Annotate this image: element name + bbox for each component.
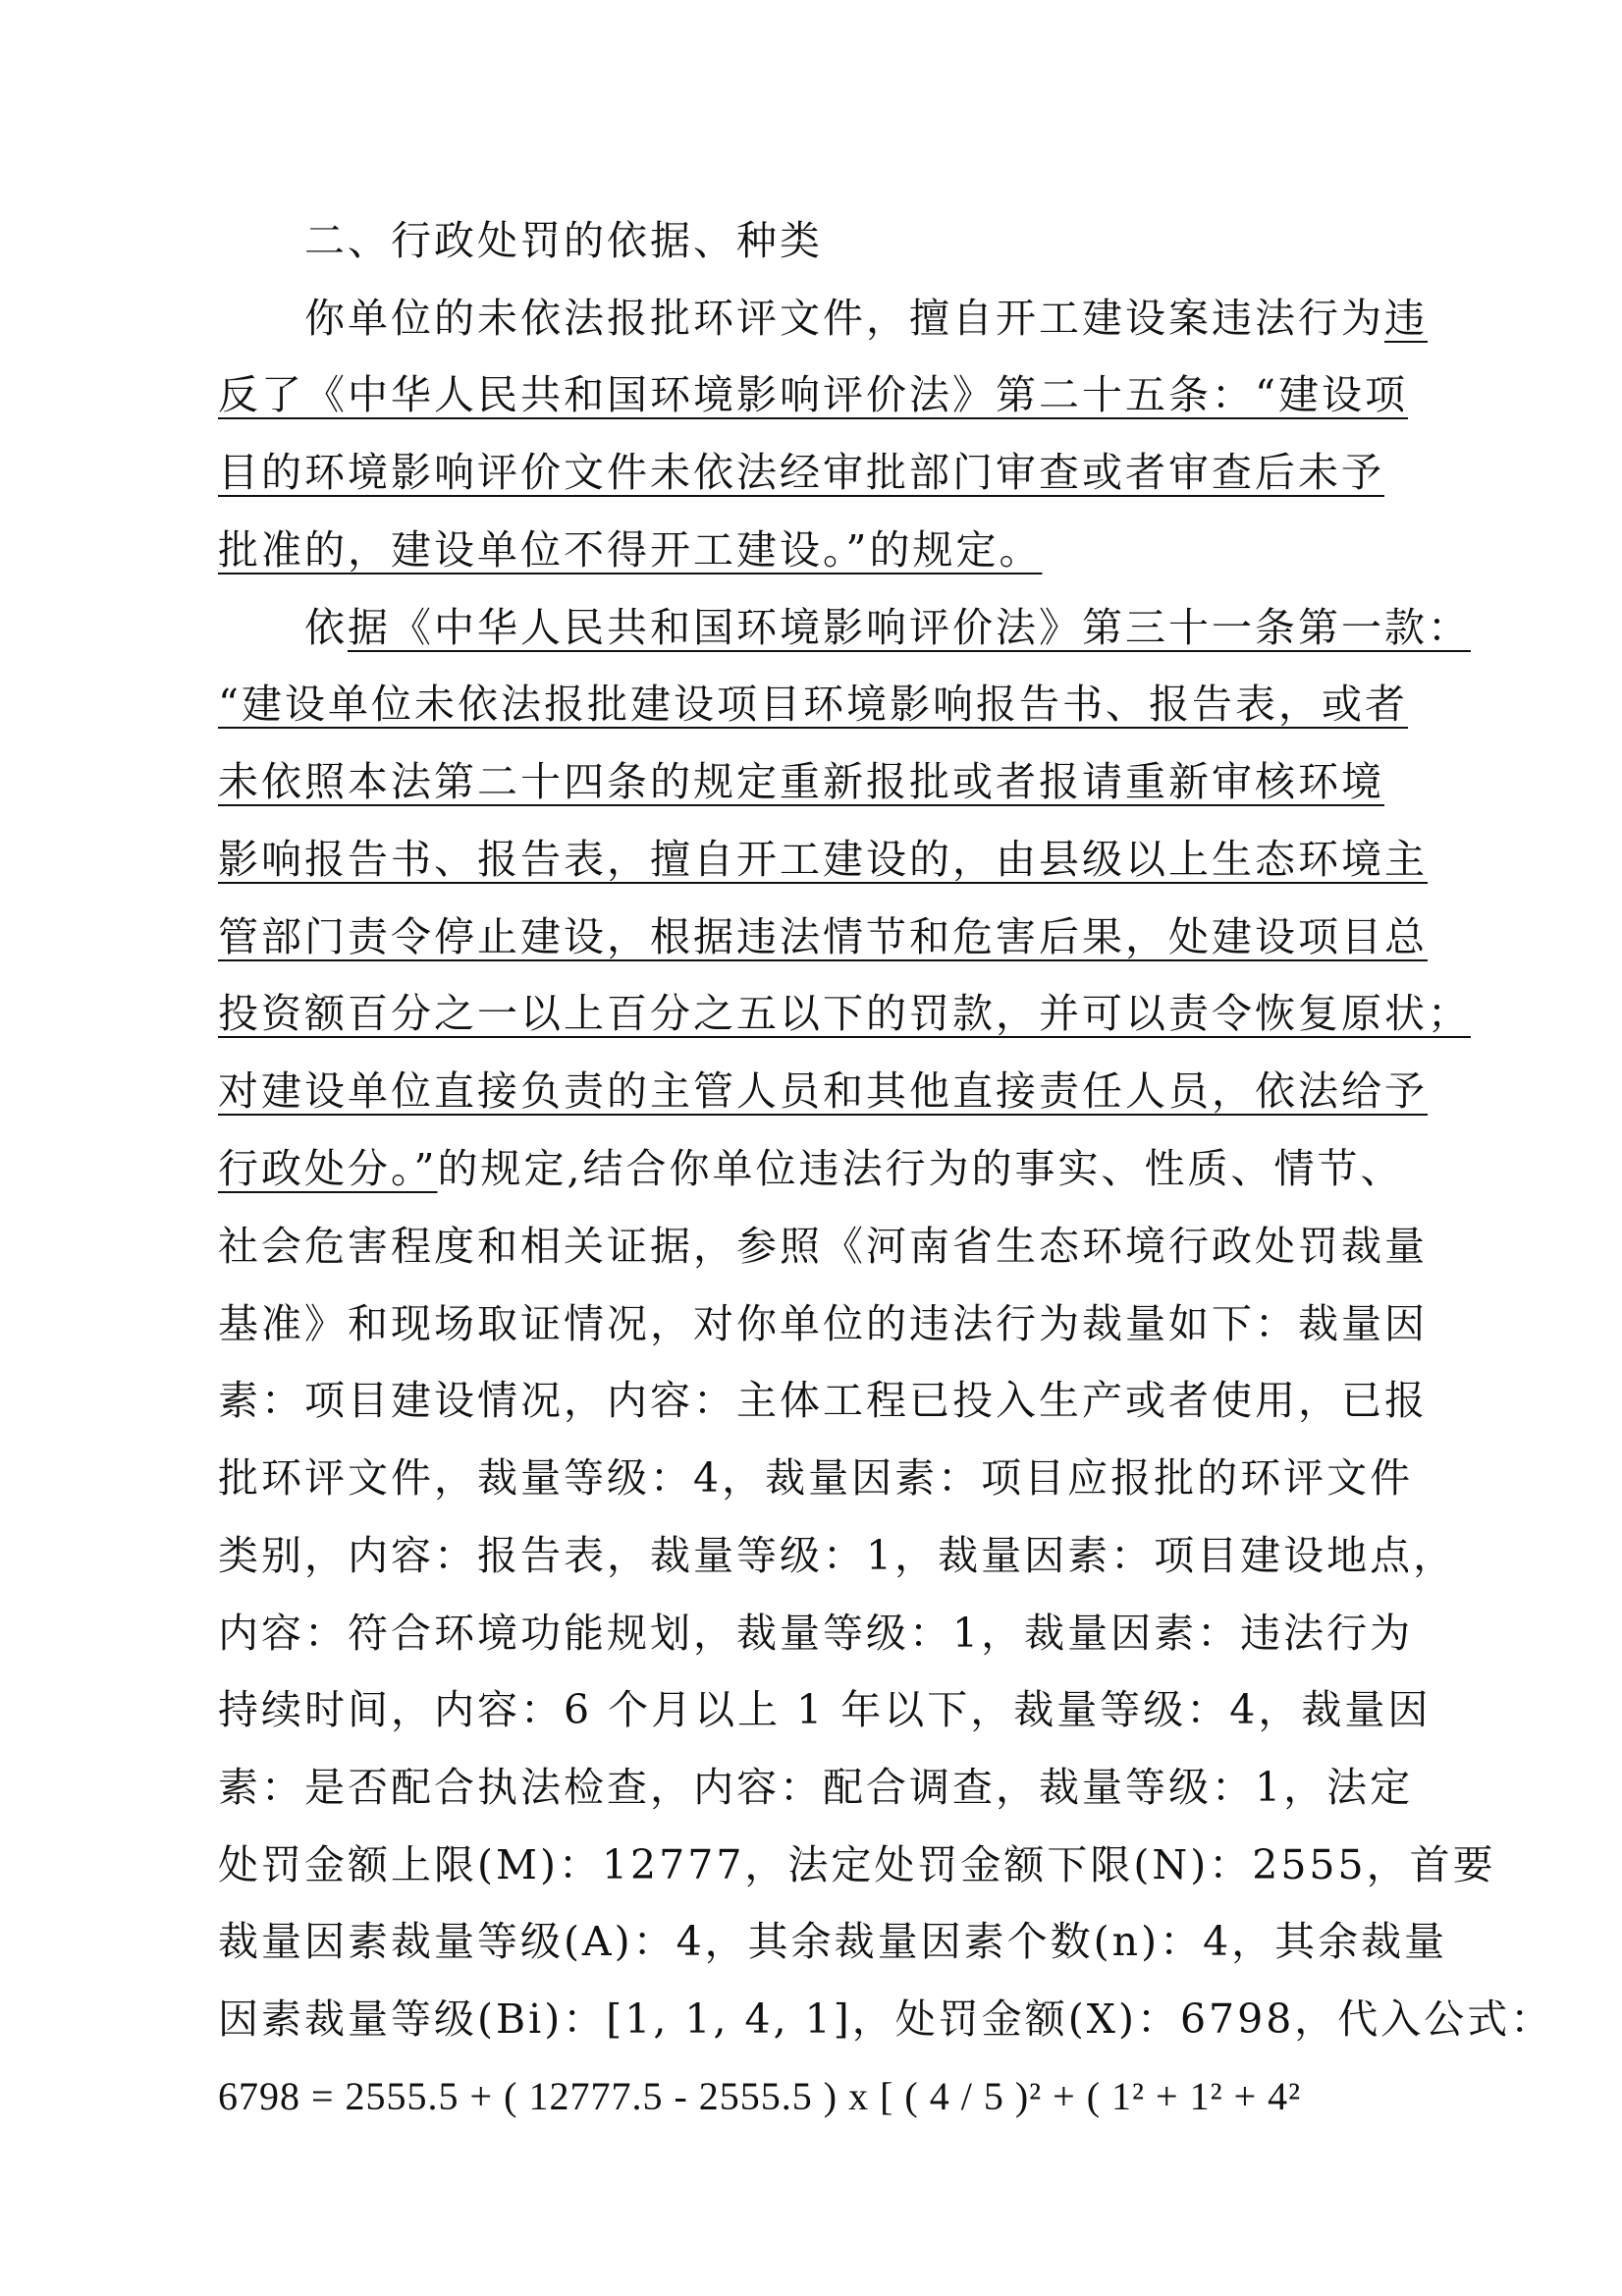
line-segment-underlined: 行政处分。” bbox=[218, 1145, 438, 1192]
line-segment: 裁量因素裁量等级(A)：4，其余裁量因素个数(n)：4，其余裁量 bbox=[218, 1918, 1448, 1965]
line-segment: 你单位的未依法报批环评文件，擅自开工建设案违法行为 bbox=[304, 295, 1384, 342]
text-line-13 bbox=[218, 1142, 1404, 1195]
text-line-12 bbox=[218, 1065, 1428, 1118]
heading-text: 二、行政处罚的依据、种类 bbox=[304, 217, 823, 264]
text-line-3 bbox=[218, 368, 1408, 421]
line-segment-underlined: 目的环境影响评价文件未依法经审批部门审查或者审查后未予 bbox=[218, 449, 1384, 496]
text-line-16 bbox=[218, 1374, 1428, 1427]
text-line-5 bbox=[218, 523, 1042, 576]
text-line-4 bbox=[218, 446, 1384, 499]
text-line-18 bbox=[218, 1529, 1456, 1582]
text-line-20 bbox=[218, 1683, 1431, 1736]
line-segment-underlined: 影响报告书、报告表，擅自开工建设的，由县级以上生态环境主 bbox=[218, 836, 1428, 883]
text-line-6 bbox=[304, 601, 1471, 654]
line-segment-underlined: 管部门责令停止建设，根据违法情节和危害后果，处建设项目总 bbox=[218, 913, 1428, 960]
line-segment: 素：是否配合执法检查，内容：配合调查，裁量等级：1，法定 bbox=[218, 1764, 1414, 1811]
text-line-19 bbox=[218, 1607, 1413, 1660]
text-line-23 bbox=[218, 1915, 1447, 1968]
line-segment-underlined: 据《中华人民共和国环境影响评价法》第三十一条第一款： bbox=[348, 604, 1471, 651]
text-line-22 bbox=[218, 1838, 1496, 1891]
text-line-9 bbox=[218, 833, 1428, 886]
text-line-7 bbox=[218, 678, 1408, 731]
line-segment: 类别，内容：报告表，裁量等级：1，裁量因素：项目建设地点， bbox=[218, 1532, 1457, 1579]
line-segment: 素：项目建设情况，内容：主体工程已投入生产或者使用，已报 bbox=[218, 1377, 1428, 1424]
line-segment-underlined: 违 bbox=[1384, 295, 1428, 342]
line-segment: 批环评文件，裁量等级：4，裁量因素：项目应报批的环评文件 bbox=[218, 1454, 1414, 1502]
line-segment: 依 bbox=[304, 604, 348, 651]
line-segment-underlined: 批准的，建设单位不得开工建设。”的规定。 bbox=[218, 526, 1043, 574]
line-segment-underlined: 未依照本法第二十四条的规定重新报批或者报请重新审核环境 bbox=[218, 758, 1384, 805]
text-line-2 bbox=[304, 292, 1428, 345]
text-line-10 bbox=[218, 910, 1428, 963]
text-line-14 bbox=[218, 1220, 1428, 1273]
line-segment-underlined: 对建设单位直接负责的主管人员和其他直接责任人员，依法给予 bbox=[218, 1067, 1428, 1115]
section-heading bbox=[304, 214, 823, 267]
text-line-17 bbox=[218, 1451, 1413, 1504]
line-segment: 内容：符合环境功能规划，裁量等级：1，裁量因素：违法行为 bbox=[218, 1610, 1414, 1657]
text-line-24 bbox=[218, 1993, 1553, 2046]
line-segment-underlined: “建设单位未依法报批建设项目环境影响报告书、报告表，或者 bbox=[218, 681, 1408, 728]
text-line-11 bbox=[218, 987, 1471, 1040]
text-line-21 bbox=[218, 1761, 1413, 1814]
line-segment: 持续时间，内容：6 个月以上 1 年以下，裁量等级：4，裁量因 bbox=[218, 1686, 1432, 1733]
line-segment: 社会危害程度和相关证据，参照《河南省生态环境行政处罚裁量 bbox=[218, 1223, 1428, 1270]
formula-line bbox=[218, 2070, 1301, 2123]
line-segment: 因素裁量等级(Bi)：[1, 1, 4, 1]，处罚金额(X)：6798，代入公式： bbox=[218, 1995, 1554, 2043]
line-segment: 基准》和现场取证情况，对你单位的违法行为裁量如下：裁量因 bbox=[218, 1300, 1428, 1347]
line-segment: 的规定,结合你单位违法行为的事实、性质、情节、 bbox=[437, 1145, 1404, 1192]
text-line-15 bbox=[218, 1297, 1428, 1350]
line-segment-underlined: 反了《中华人民共和国环境影响评价法》第二十五条：“建设项 bbox=[218, 371, 1408, 418]
line-segment-underlined: 投资额百分之一以上百分之五以下的罚款，并可以责令恢复原状； bbox=[218, 990, 1471, 1037]
formula-text: 6798 = 2555.5 + ( 12777.5 - 2555.5 ) x [ ( 4 / 5 )² + ( 1² + 1² + 4² bbox=[218, 2074, 1302, 2118]
text-line-8 bbox=[218, 755, 1384, 808]
line-segment: 处罚金额上限(M)：12777，法定处罚金额下限(N)：2555，首要 bbox=[218, 1841, 1496, 1888]
